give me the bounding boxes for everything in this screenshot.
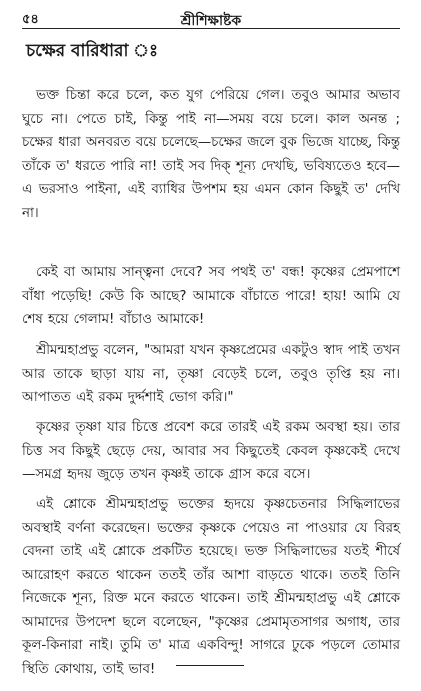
paragraph-4: কৃষ্ণের তৃষ্ণা যার চিত্তে প্রবেশ করে তারই এই রকম অবস্থা হয়। তার চিত্ত সব কিছুই ছেড়ে দেয়, আবার সব কিছুতেই কেবল কৃষ্ণকেই দেখে—সমগ্র হৃদয় জুড়ে তখন কৃষ্ণই তাকে গ্রাস করে বসে। xyxy=(22,420,400,482)
running-title: শ্রীশিক্ষাষ্টক xyxy=(180,13,242,29)
end-rule xyxy=(176,665,244,666)
paragraph-1: ভক্ত চিন্তা করে চলে, কত যুগ পেরিয়ে গেল। তবুও আমার অভাব ঘুচে না। পেতে চাই, কিন্তু পাই না—সময় বয়ে চলে। কাল অনন্ত ; চক্ষের ধারা অনবরত বয়ে চলেছে—চক্ষের জলে বুক ভিজে যাচ্ছে, কিন্তু তাঁকে ত' ধরতে পারি না! তাই সব দিক্ শূন্য দেখছি, ভবিষ্যতেও হবে—এ ভরসাও পাইনা, এই ব্যাধির উপশম হয় এমন কোন কিছুই ত' দেখি না। xyxy=(22,88,400,221)
header-rule xyxy=(22,28,400,29)
page-header xyxy=(22,6,400,28)
page-number: ৫৪ xyxy=(22,12,39,27)
paragraph-3: শ্রীমন্মহাপ্রভু বলেন, "আমরা যখন কৃষ্ণপ্রেমের একটুও স্বাদ পাই তখন আর তাকে ছাড়া যায় না, তৃষ্ণা বেড়েই চলে, তবুও তৃপ্তি হয় না। আপাতত এই রকম দুর্দ্দশাই ভোগ করি।" xyxy=(22,343,400,405)
paragraph-5: এই শ্লোকে শ্রীমন্মহাপ্রভু ভক্তের হৃদয়ে কৃষ্ণচেতনার সিদ্ধিলাভের অবস্থাই বর্ণনা করেছেন। ভক্তের কৃষ্ণকে পেয়েও না পাওয়ার যে বিরহ বেদনা তাই এই শ্লোকে প্রকটিত হয়েছে। ভক্ত সিদ্ধিলাভের যতই শীর্ষে আরোহণ করতে থাকেন ততই তাঁর আশা বাড়তে থাকে। ততই তিনি নিজেকে শূন্য, রিক্ত মনে করতে থাকেন। তাই শ্রীমন্মহাপ্রভু এই শ্লোকে আমাদের উপদেশ ছলে বলেছেন, "কৃষ্ণের প্রেমামৃতসাগর অগাধ, তার কূল-কিনারা নাই। তুমি ত' মাত্র একবিন্দু! সাগরে ঢুকে পড়লে তোমার স্থিতি কোথায়, তাই ভাব! xyxy=(22,497,400,677)
paragraph-2: কেই বা আমায় সান্ত্বনা দেবে? সব পথই ত' বন্ধ! কৃষ্ণের প্রেমপাশে বাঁধা পড়েছি! কেউ কি আছে? আমাকে বাঁচাতে পারে! হায়! আমি যে শেষ হয়ে গেলাম! বাঁচাও আমাকে! xyxy=(22,265,400,327)
section-title: চক্ষের বারিধারা ঃ xyxy=(26,41,159,61)
book-page xyxy=(22,0,400,691)
